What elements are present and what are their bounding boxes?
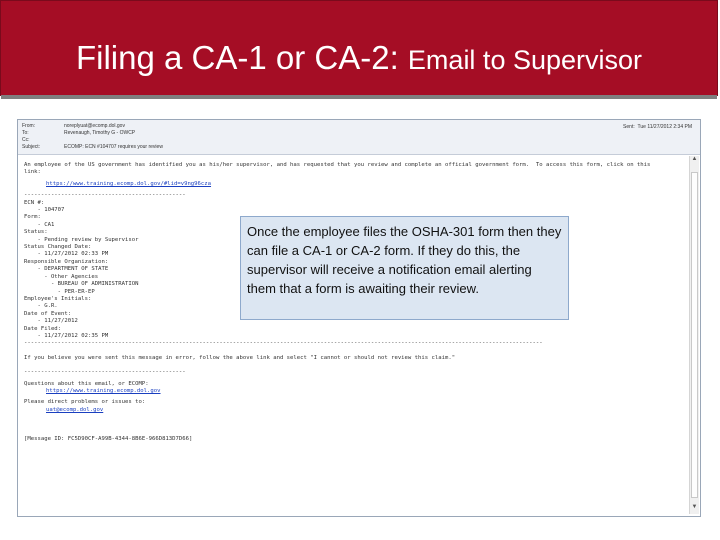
from-value: noreplyuat@ecomp.dol.gov	[64, 123, 125, 129]
email-to-row	[22, 130, 135, 136]
to-label: To:	[22, 130, 29, 136]
to-value: Revenaugh, Timothy G - OWCP	[64, 130, 136, 136]
slide-title-main: Filing a CA-1 or CA-2:	[75, 39, 408, 76]
subject-label: Subject:	[22, 144, 41, 150]
cc-label: Cc:	[22, 137, 30, 143]
email-scrollbar[interactable]	[689, 156, 699, 514]
divider-2: ------------------------------------------------	[24, 369, 186, 376]
slide-title	[1, 39, 717, 77]
email-sent	[623, 124, 692, 130]
scrollbar-thumb[interactable]	[691, 172, 698, 498]
slide-title-bar	[0, 0, 718, 96]
review-link[interactable]: https://www.training.ecomp.dol.gov/#lid=v9ng96cza	[46, 180, 212, 187]
slide-title-sub: Email to Supervisor	[407, 45, 643, 75]
title-bar-shadow	[1, 95, 717, 99]
callout-text: Once the employee files the OSHA-301 form then they can file a CA-1 or CA-2 form. If they do this, the supervisor will receive a notification email alerting them that a form is awaiting their review.	[247, 224, 562, 296]
scroll-down-icon[interactable]: ▼	[691, 504, 698, 510]
sent-label: Sent:	[623, 124, 635, 130]
problems-text: Please direct problems or issues to:	[24, 399, 146, 406]
long-divider: ----------------------------------------------------------------------------------------------------------------------------------------------------------	[24, 340, 543, 347]
email-cc-row	[22, 137, 64, 143]
ecn-details: ECN #: - 104707 Form: - CA1 Status: - Pending review by Supervisor Status Changed Date: - 11/27/2012 02:33 PM Responsible Organization: - DEPARTMENT OF STATE - Other Agencies - BUREAU OF ADMINISTRATION - PER-ER-EP Employee's Initials: - G.R. Date of Event: - 11/27/2012 Date Filed: - 11/27/2012 02:35 PM	[24, 199, 139, 339]
email-header	[18, 120, 700, 155]
error-note: If you believe you were sent this message in error, follow the above link and select "I cannot or should not review this claim."	[24, 354, 456, 361]
problems-link[interactable]: uat@ecomp.dol.gov	[46, 406, 104, 413]
sent-value: Tue 11/27/2012 2:34 PM	[637, 124, 692, 130]
callout-box	[240, 216, 569, 320]
questions-text: Questions about this email, or ECOMP:	[24, 380, 149, 387]
message-id: [Message ID: FC5D90CF-A99B-4344-8B6E-966D813D7D66]	[24, 436, 193, 443]
from-label: From:	[22, 123, 36, 129]
email-from-row	[22, 123, 125, 129]
questions-link[interactable]: https://www.training.ecomp.dol.gov	[46, 387, 161, 394]
email-intro: An employee of the US government has identified you as his/her supervisor, and has requested that you review and complete an official government form. To access this form, click on this link:	[24, 162, 651, 176]
divider: ------------------------------------------------	[24, 192, 186, 199]
subject-value: ECOMP: ECN #104707 requires your review	[64, 144, 163, 150]
scroll-up-icon[interactable]: ▲	[691, 156, 698, 162]
email-subject-row	[22, 144, 163, 150]
